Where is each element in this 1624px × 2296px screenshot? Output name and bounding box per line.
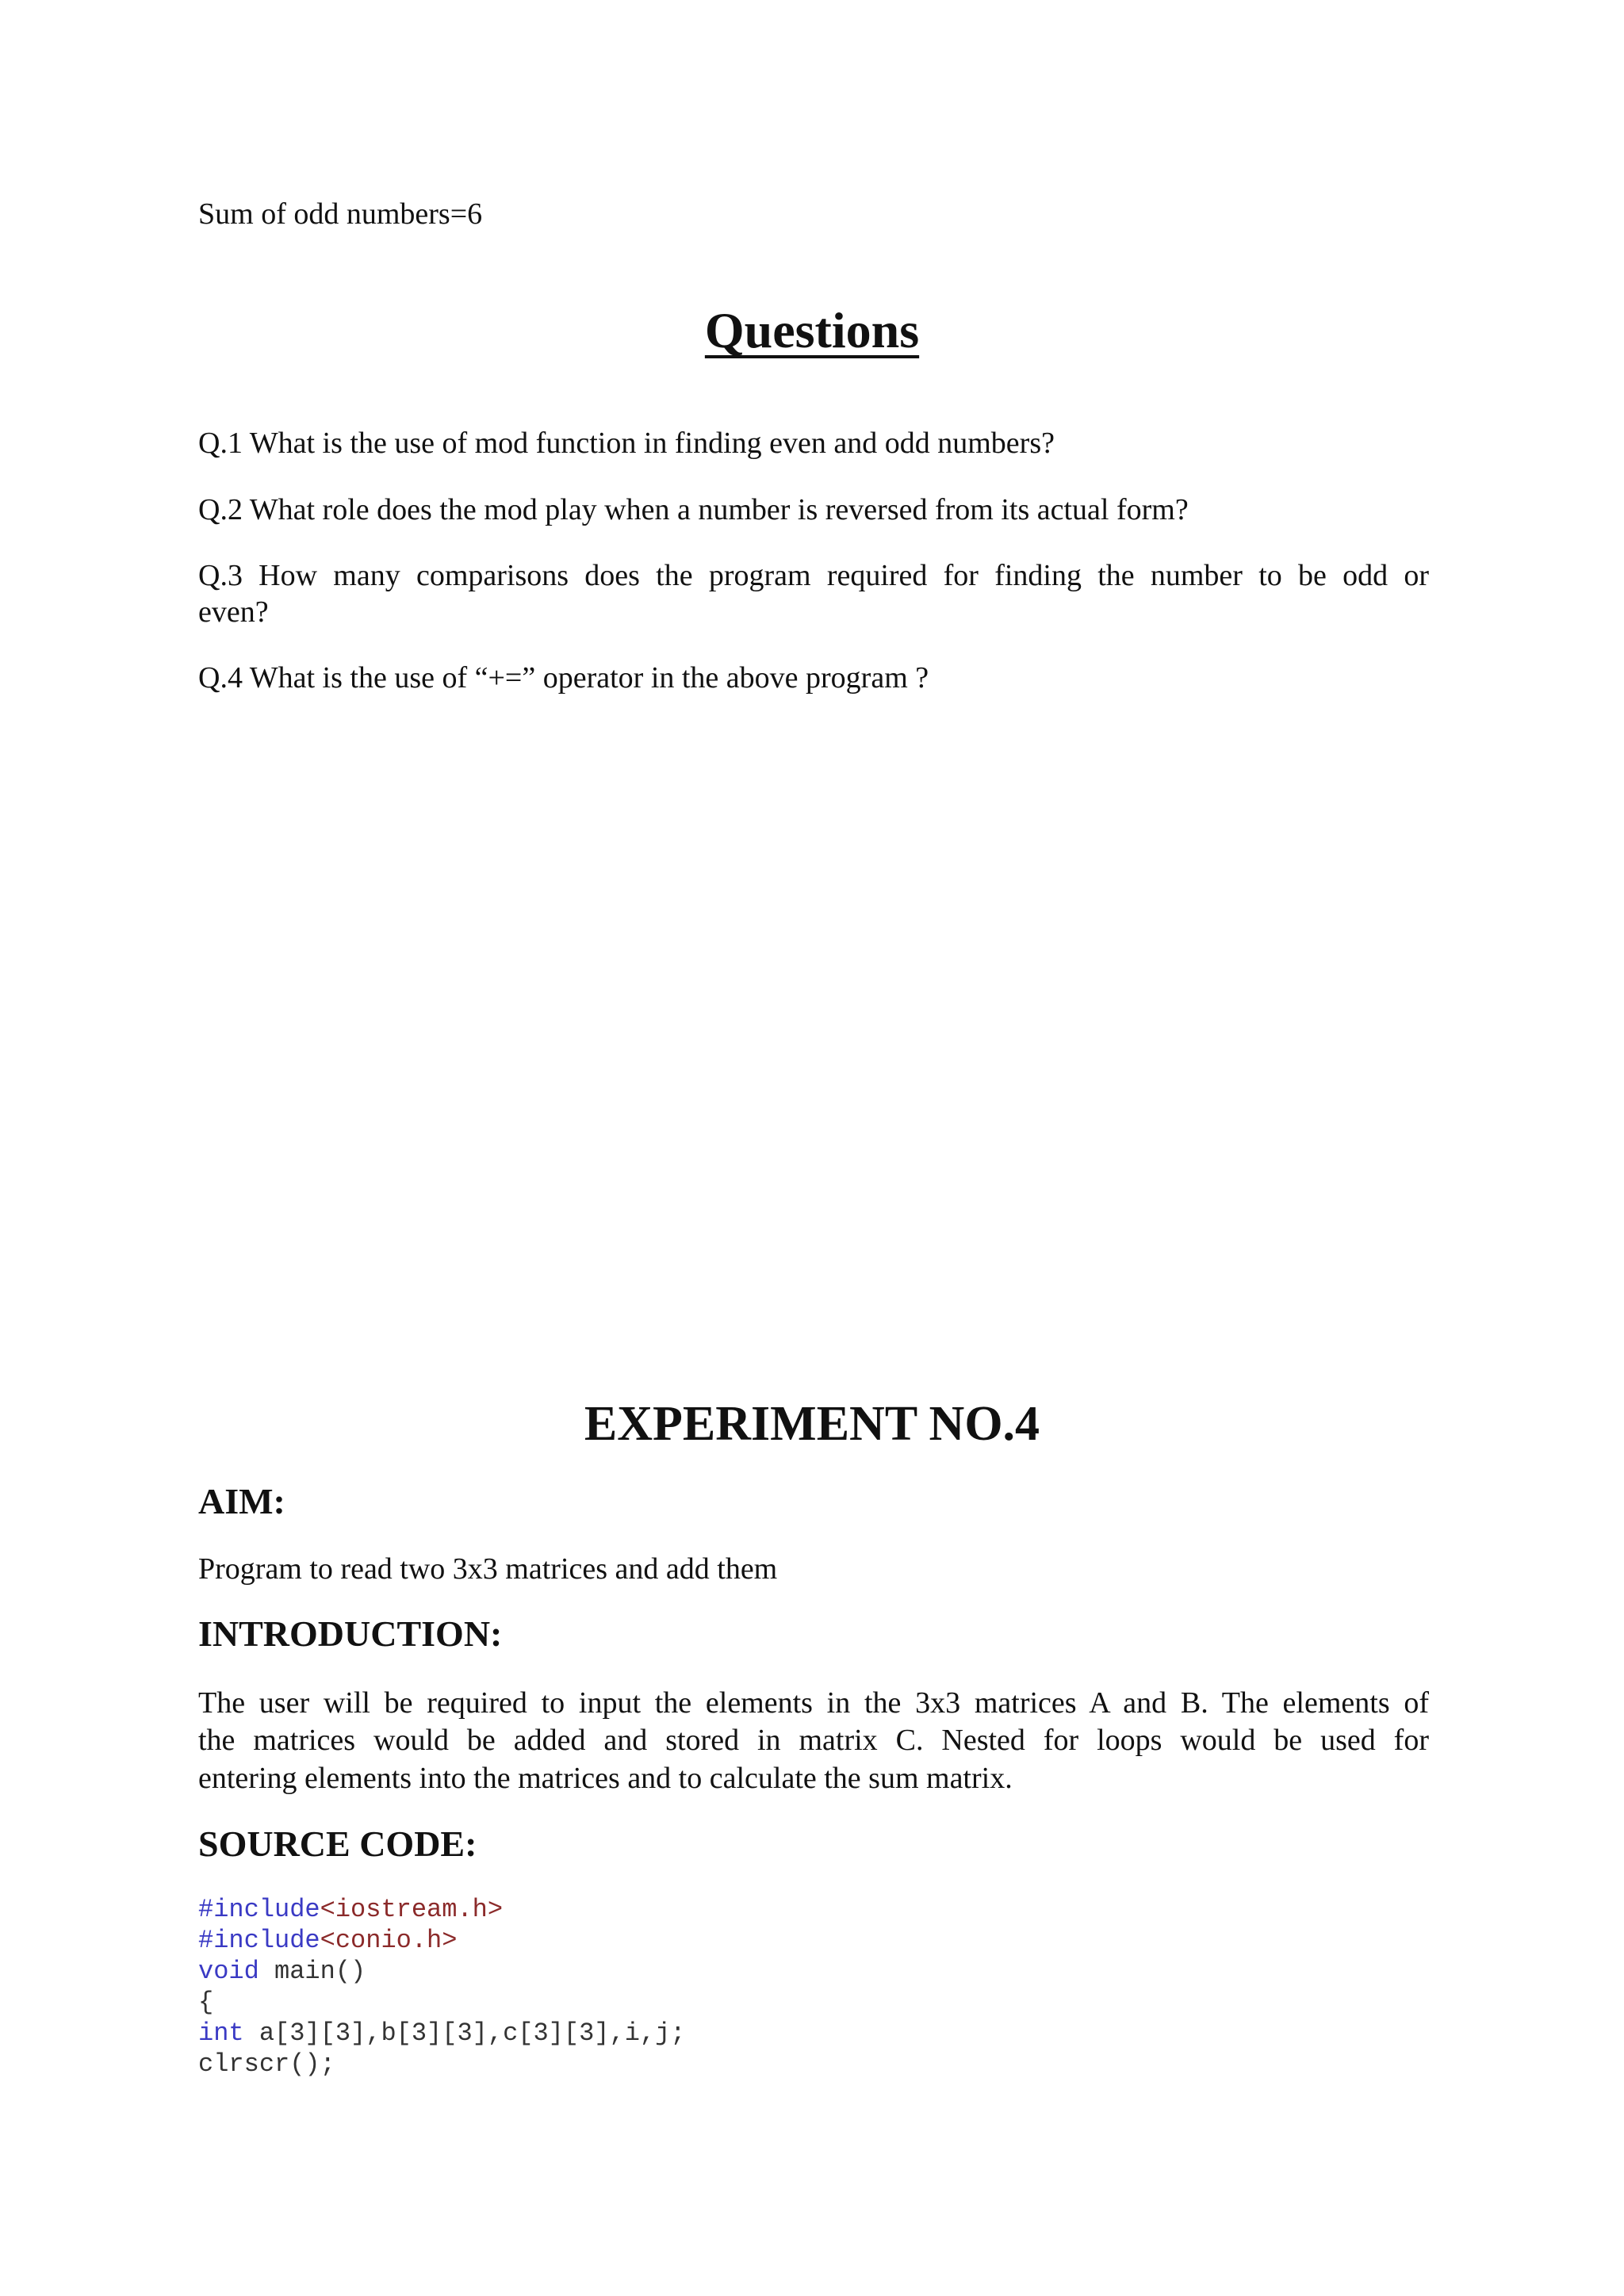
code-line-3 [198, 1956, 366, 1987]
source-code-heading: SOURCE CODE: [198, 1823, 477, 1864]
code-string: <iostream.h> [320, 1895, 504, 1924]
code-string: <conio.h> [320, 1926, 458, 1955]
introduction-line-3: entering elements into the matrices and to calculate the sum matrix. [198, 1762, 1013, 1795]
code-line-5 [198, 2018, 686, 2049]
code-line-4: { [198, 1988, 214, 2017]
output-sum-line: Sum of odd numbers=6 [198, 197, 483, 231]
questions-title: Questions [704, 302, 920, 358]
introduction-line-2: the matrices would be added and stored in matrix C. Nested for loops would be used for [198, 1724, 1429, 1757]
code-line-6: clrscr(); [198, 2049, 335, 2079]
code-line-1 [198, 1894, 503, 1925]
question-4: Q.4 What is the use of “+=” operator in the above program ? [198, 661, 929, 695]
code-text: a[3][3],b[3][3],c[3][3],i,j; [243, 2019, 686, 2048]
experiment-title: EXPERIMENT NO.4 [584, 1397, 1040, 1451]
question-3-line-2: even? [198, 595, 269, 629]
question-1: Q.1 What is the use of mod function in finding even and odd numbers? [198, 427, 1055, 460]
code-keyword: void [198, 1957, 259, 1986]
code-keyword: #include [198, 1895, 320, 1924]
introduction-heading: INTRODUCTION: [198, 1613, 503, 1654]
aim-heading: AIM: [198, 1481, 285, 1521]
code-line-2 [198, 1925, 457, 1956]
introduction-line-1: The user will be required to input the elements in the 3x3 matrices A and B. The elements of [198, 1686, 1429, 1720]
code-keyword: #include [198, 1926, 320, 1955]
question-2: Q.2 What role does the mod play when a number is reversed from its actual form? [198, 493, 1189, 526]
code-text: main() [259, 1957, 366, 1986]
question-3-line-1: Q.3 How many comparisons does the program required for finding the number to be odd or [198, 559, 1429, 592]
aim-text: Program to read two 3x3 matrices and add them [198, 1552, 778, 1586]
code-keyword: int [198, 2019, 244, 2048]
